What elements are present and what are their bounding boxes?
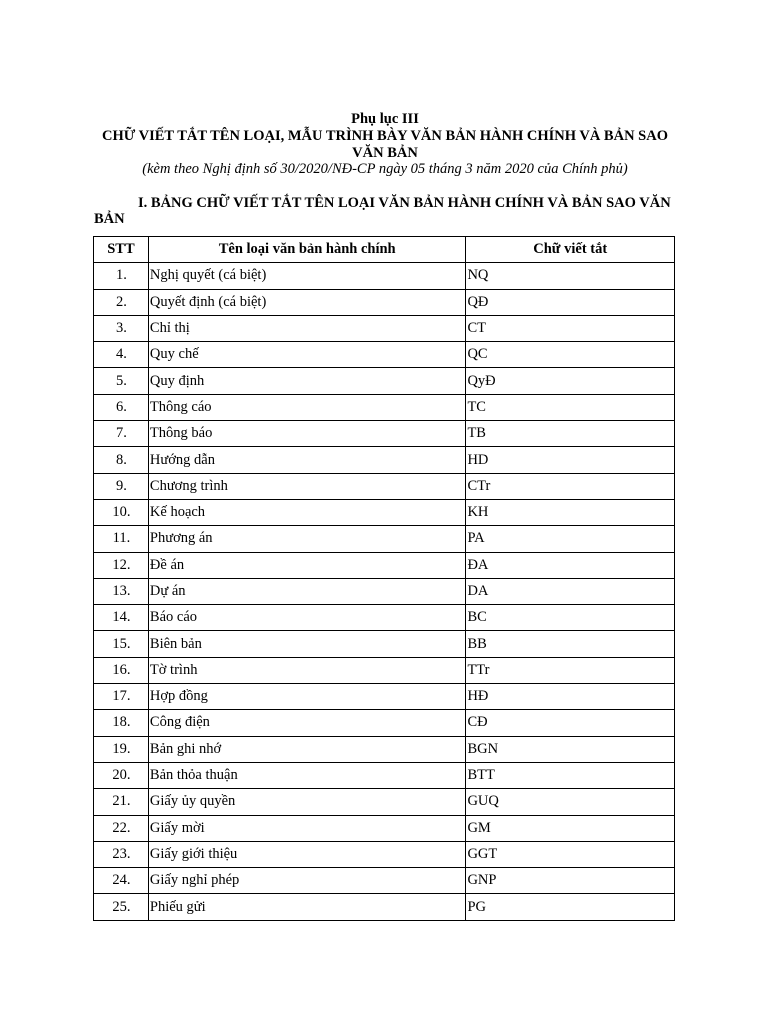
row-number: 10.	[94, 499, 149, 525]
row-number: 13.	[94, 578, 149, 604]
table-row	[94, 841, 675, 867]
row-document-type: Giấy ủy quyền	[148, 789, 466, 815]
document-title: CHỮ VIẾT TẮT TÊN LOẠI, MẪU TRÌNH BÀY VĂN BẢN HÀNH CHÍNH VÀ BẢN SAO VĂN BẢN	[101, 128, 668, 161]
row-document-type: Giấy giới thiệu	[148, 841, 466, 867]
table-row	[94, 315, 675, 341]
row-document-type: Chương trình	[148, 473, 466, 499]
row-document-type: Quy chế	[148, 342, 466, 368]
row-abbreviation: BGN	[466, 736, 675, 762]
row-document-type: Thông báo	[148, 421, 466, 447]
table-row	[94, 868, 675, 894]
table-row	[94, 394, 675, 420]
row-document-type: Phiếu gửi	[148, 894, 466, 920]
row-number: 4.	[94, 342, 149, 368]
row-number: 2.	[94, 289, 149, 315]
row-number: 3.	[94, 315, 149, 341]
row-abbreviation: GGT	[466, 841, 675, 867]
header-document-type: Tên loại văn bản hành chính	[148, 237, 466, 263]
table-row	[94, 762, 675, 788]
row-number: 12.	[94, 552, 149, 578]
row-number: 21.	[94, 789, 149, 815]
table-row	[94, 815, 675, 841]
row-document-type: Thông cáo	[148, 394, 466, 420]
row-number: 5.	[94, 368, 149, 394]
row-document-type: Hợp đồng	[148, 684, 466, 710]
table-row	[94, 526, 675, 552]
row-number: 1.	[94, 263, 149, 289]
row-abbreviation: HĐ	[466, 684, 675, 710]
table-row	[94, 289, 675, 315]
table-row	[94, 605, 675, 631]
row-abbreviation: CĐ	[466, 710, 675, 736]
table-row	[94, 684, 675, 710]
row-document-type: Bản thỏa thuận	[148, 762, 466, 788]
row-number: 14.	[94, 605, 149, 631]
row-document-type: Nghị quyết (cá biệt)	[148, 263, 466, 289]
row-number: 16.	[94, 657, 149, 683]
table-row	[94, 657, 675, 683]
row-document-type: Phương án	[148, 526, 466, 552]
row-number: 17.	[94, 684, 149, 710]
table-row	[94, 578, 675, 604]
row-document-type: Bản ghi nhớ	[148, 736, 466, 762]
table-row	[94, 342, 675, 368]
section-title: I. BẢNG CHỮ VIẾT TẮT TÊN LOẠI VĂN BẢN HÀNH CHÍNH VÀ BẢN SAO VĂN BẢN	[94, 195, 671, 227]
row-document-type: Quyết định (cá biệt)	[148, 289, 466, 315]
row-abbreviation: ĐA	[466, 552, 675, 578]
row-number: 6.	[94, 394, 149, 420]
row-document-type: Đề án	[148, 552, 466, 578]
row-abbreviation: KH	[466, 499, 675, 525]
row-abbreviation: BB	[466, 631, 675, 657]
abbreviation-table	[93, 236, 675, 921]
table-row	[94, 736, 675, 762]
table-row	[94, 789, 675, 815]
row-abbreviation: GUQ	[466, 789, 675, 815]
row-number: 9.	[94, 473, 149, 499]
row-number: 8.	[94, 447, 149, 473]
row-abbreviation: HD	[466, 447, 675, 473]
table-body	[94, 263, 675, 920]
row-abbreviation: QC	[466, 342, 675, 368]
row-abbreviation: PG	[466, 894, 675, 920]
row-abbreviation: QyĐ	[466, 368, 675, 394]
document-subtitle: (kèm theo Nghị định số 30/2020/NĐ-CP ngày 05 tháng 3 năm 2020 của Chính phủ)	[142, 161, 628, 177]
table-row	[94, 552, 675, 578]
row-document-type: Công điện	[148, 710, 466, 736]
row-document-type: Dự án	[148, 578, 466, 604]
row-document-type: Kế hoạch	[148, 499, 466, 525]
row-abbreviation: QĐ	[466, 289, 675, 315]
row-document-type: Giấy nghỉ phép	[148, 868, 466, 894]
row-number: 23.	[94, 841, 149, 867]
row-abbreviation: TC	[466, 394, 675, 420]
row-abbreviation: NQ	[466, 263, 675, 289]
row-abbreviation: GNP	[466, 868, 675, 894]
row-document-type: Giấy mời	[148, 815, 466, 841]
row-number: 20.	[94, 762, 149, 788]
row-abbreviation: TTr	[466, 657, 675, 683]
row-abbreviation: BC	[466, 605, 675, 631]
row-abbreviation: BTT	[466, 762, 675, 788]
table-row	[94, 894, 675, 920]
row-abbreviation: CT	[466, 315, 675, 341]
row-abbreviation: PA	[466, 526, 675, 552]
row-number: 11.	[94, 526, 149, 552]
row-document-type: Chỉ thị	[148, 315, 466, 341]
row-number: 25.	[94, 894, 149, 920]
appendix-label: Phụ lục III	[351, 111, 419, 127]
table-row	[94, 263, 675, 289]
row-document-type: Biên bản	[148, 631, 466, 657]
row-document-type: Quy định	[148, 368, 466, 394]
row-number: 19.	[94, 736, 149, 762]
header-stt: STT	[94, 237, 149, 263]
table-header-row	[94, 237, 675, 263]
row-abbreviation: CTr	[466, 473, 675, 499]
row-number: 15.	[94, 631, 149, 657]
row-number: 18.	[94, 710, 149, 736]
row-document-type: Hướng dẫn	[148, 447, 466, 473]
table-row	[94, 421, 675, 447]
table-row	[94, 631, 675, 657]
header-abbreviation: Chữ viết tắt	[466, 237, 675, 263]
row-number: 22.	[94, 815, 149, 841]
table-row	[94, 368, 675, 394]
table-row	[94, 473, 675, 499]
table-row	[94, 499, 675, 525]
row-abbreviation: GM	[466, 815, 675, 841]
table-row	[94, 710, 675, 736]
row-number: 24.	[94, 868, 149, 894]
row-document-type: Tờ trình	[148, 657, 466, 683]
row-number: 7.	[94, 421, 149, 447]
table-row	[94, 447, 675, 473]
row-abbreviation: TB	[466, 421, 675, 447]
row-document-type: Báo cáo	[148, 605, 466, 631]
row-abbreviation: DA	[466, 578, 675, 604]
